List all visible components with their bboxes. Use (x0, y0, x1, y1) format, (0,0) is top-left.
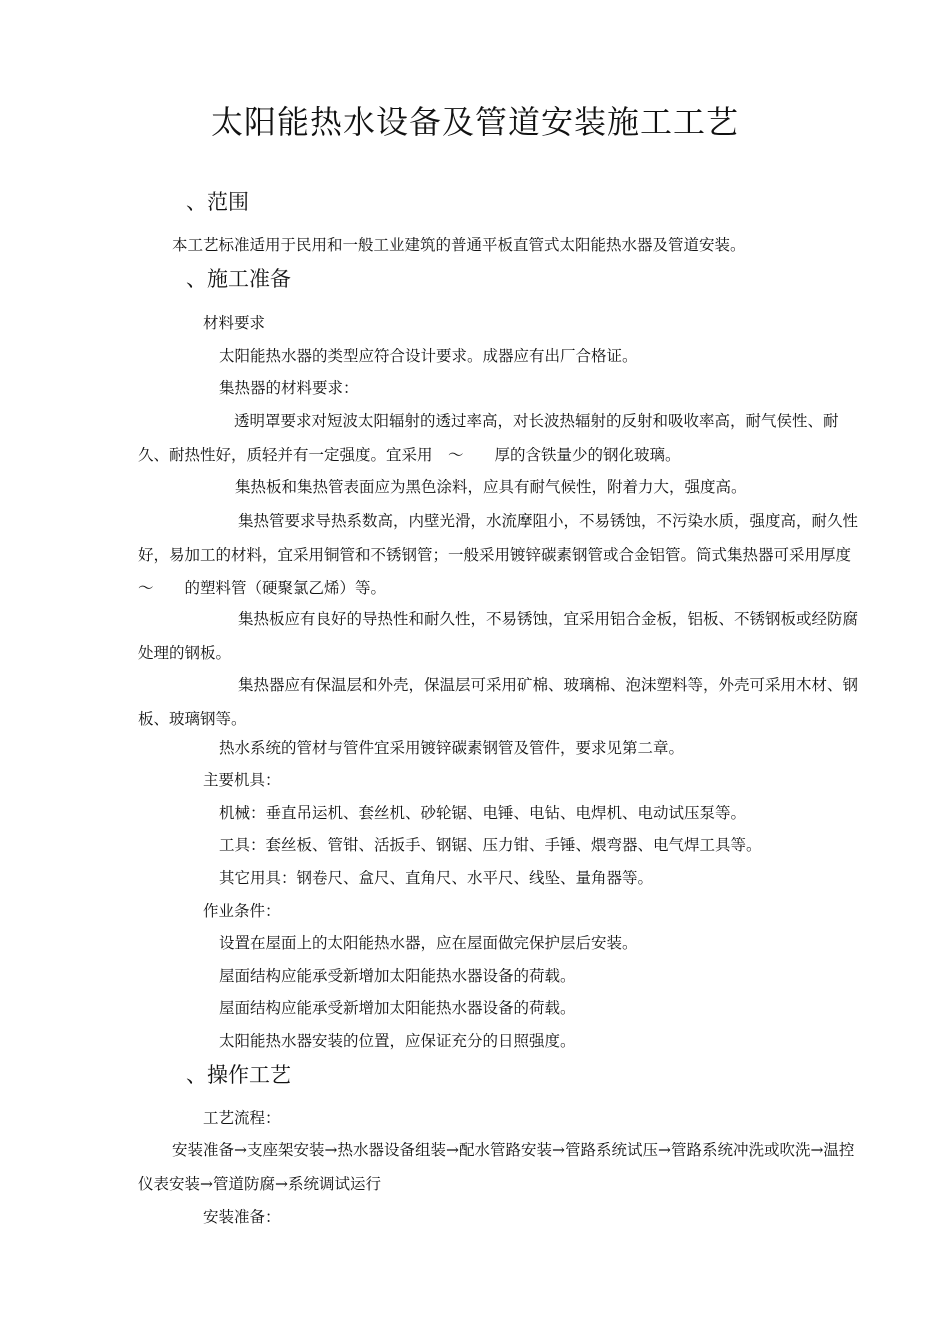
materials-item-8: 热水系统的管材与管件宜采用镀锌碳素钢管及管件，要求见第二章。 (219, 739, 685, 757)
materials-item-3: 透明罩要求对短波太阳辐射的透过率高，对长波热辐射的反射和吸收率高，耐气侯性、耐久、耐热性好，质轻并有一定强度。宜采用 ～ 厚的含铁量少的钢化玻璃。 (138, 412, 839, 464)
conditions-item-4: 太阳能热水器安装的位置，应保证充分的日照强度。 (219, 1032, 576, 1050)
materials-subheading: 材料要求 (203, 314, 266, 332)
materials-item-2: 集热器的材料要求： (219, 379, 359, 397)
materials-item-5: 集热管要求导热系数高，内壁光滑，水流摩阻小，不易锈蚀，不污染水质，强度高，耐久性好，易加工的材料，宜采用铜管和不锈钢管；一般采用镀锌碳素钢管或合金铝管。筒式集热器可采用厚度 ～ 的塑料管（硬聚氯乙烯）等。 (138, 512, 867, 597)
materials-item-7: 集热器应有保温层和外壳，保温层可采用矿棉、玻璃棉、泡沫塑料等，外壳可采用木材、钢板、玻璃钢等。 (138, 676, 859, 728)
tools-subheading: 主要机具： (203, 771, 281, 789)
document-title: 太阳能热水设备及管道安装施工工艺 (210, 103, 739, 141)
materials-item-4: 集热板和集热管表面应为黑色涂料，应具有耐气候性，附着力大，强度高。 (235, 478, 747, 496)
section-heading-preparation: 、施工准备 (186, 267, 291, 291)
tools-item-1: 机械：垂直吊运机、套丝机、砂轮锯、电锤、电钻、电焊机、电动试压泵等。 (219, 804, 747, 822)
install-prep-subheading: 安装准备： (203, 1208, 281, 1226)
process-flow-subheading: 工艺流程： (203, 1109, 281, 1127)
tools-item-3: 其它用具：钢卷尺、盒尺、直角尺、水平尺、线坠、量角器等。 (219, 869, 654, 887)
materials-item-6: 集热板应有良好的导热性和耐久性，不易锈蚀，宜采用铝合金板，铝板、不锈钢板或经防腐处理的钢板。 (138, 610, 859, 662)
conditions-subheading: 作业条件： (203, 902, 281, 920)
materials-item-1: 太阳能热水器的类型应符合设计要求。成器应有出厂合格证。 (219, 347, 638, 365)
scope-paragraph: 本工艺标准适用于民用和一般工业建筑的普通平板直管式太阳能热水器及管道安装。 (172, 236, 746, 254)
conditions-item-3: 屋面结构应能承受新增加太阳能热水器设备的荷载。 (219, 999, 576, 1017)
process-flow-text: 安装准备→支座架安装→热水器设备组装→配水管路安装→管路系统试压→管路系统冲洗或吹洗→温控仪表安装→管道防腐→系统调试运行 (138, 1141, 855, 1193)
conditions-item-1: 设置在屋面上的太阳能热水器，应在屋面做完保护层后安装。 (219, 934, 638, 952)
section-heading-operation: 、操作工艺 (186, 1063, 291, 1087)
conditions-item-2: 屋面结构应能承受新增加太阳能热水器设备的荷载。 (219, 967, 576, 985)
tools-item-2: 工具：套丝板、管钳、活扳手、钢锯、压力钳、手锤、煨弯器、电气焊工具等。 (219, 836, 762, 854)
section-heading-scope: 、范围 (186, 190, 249, 214)
